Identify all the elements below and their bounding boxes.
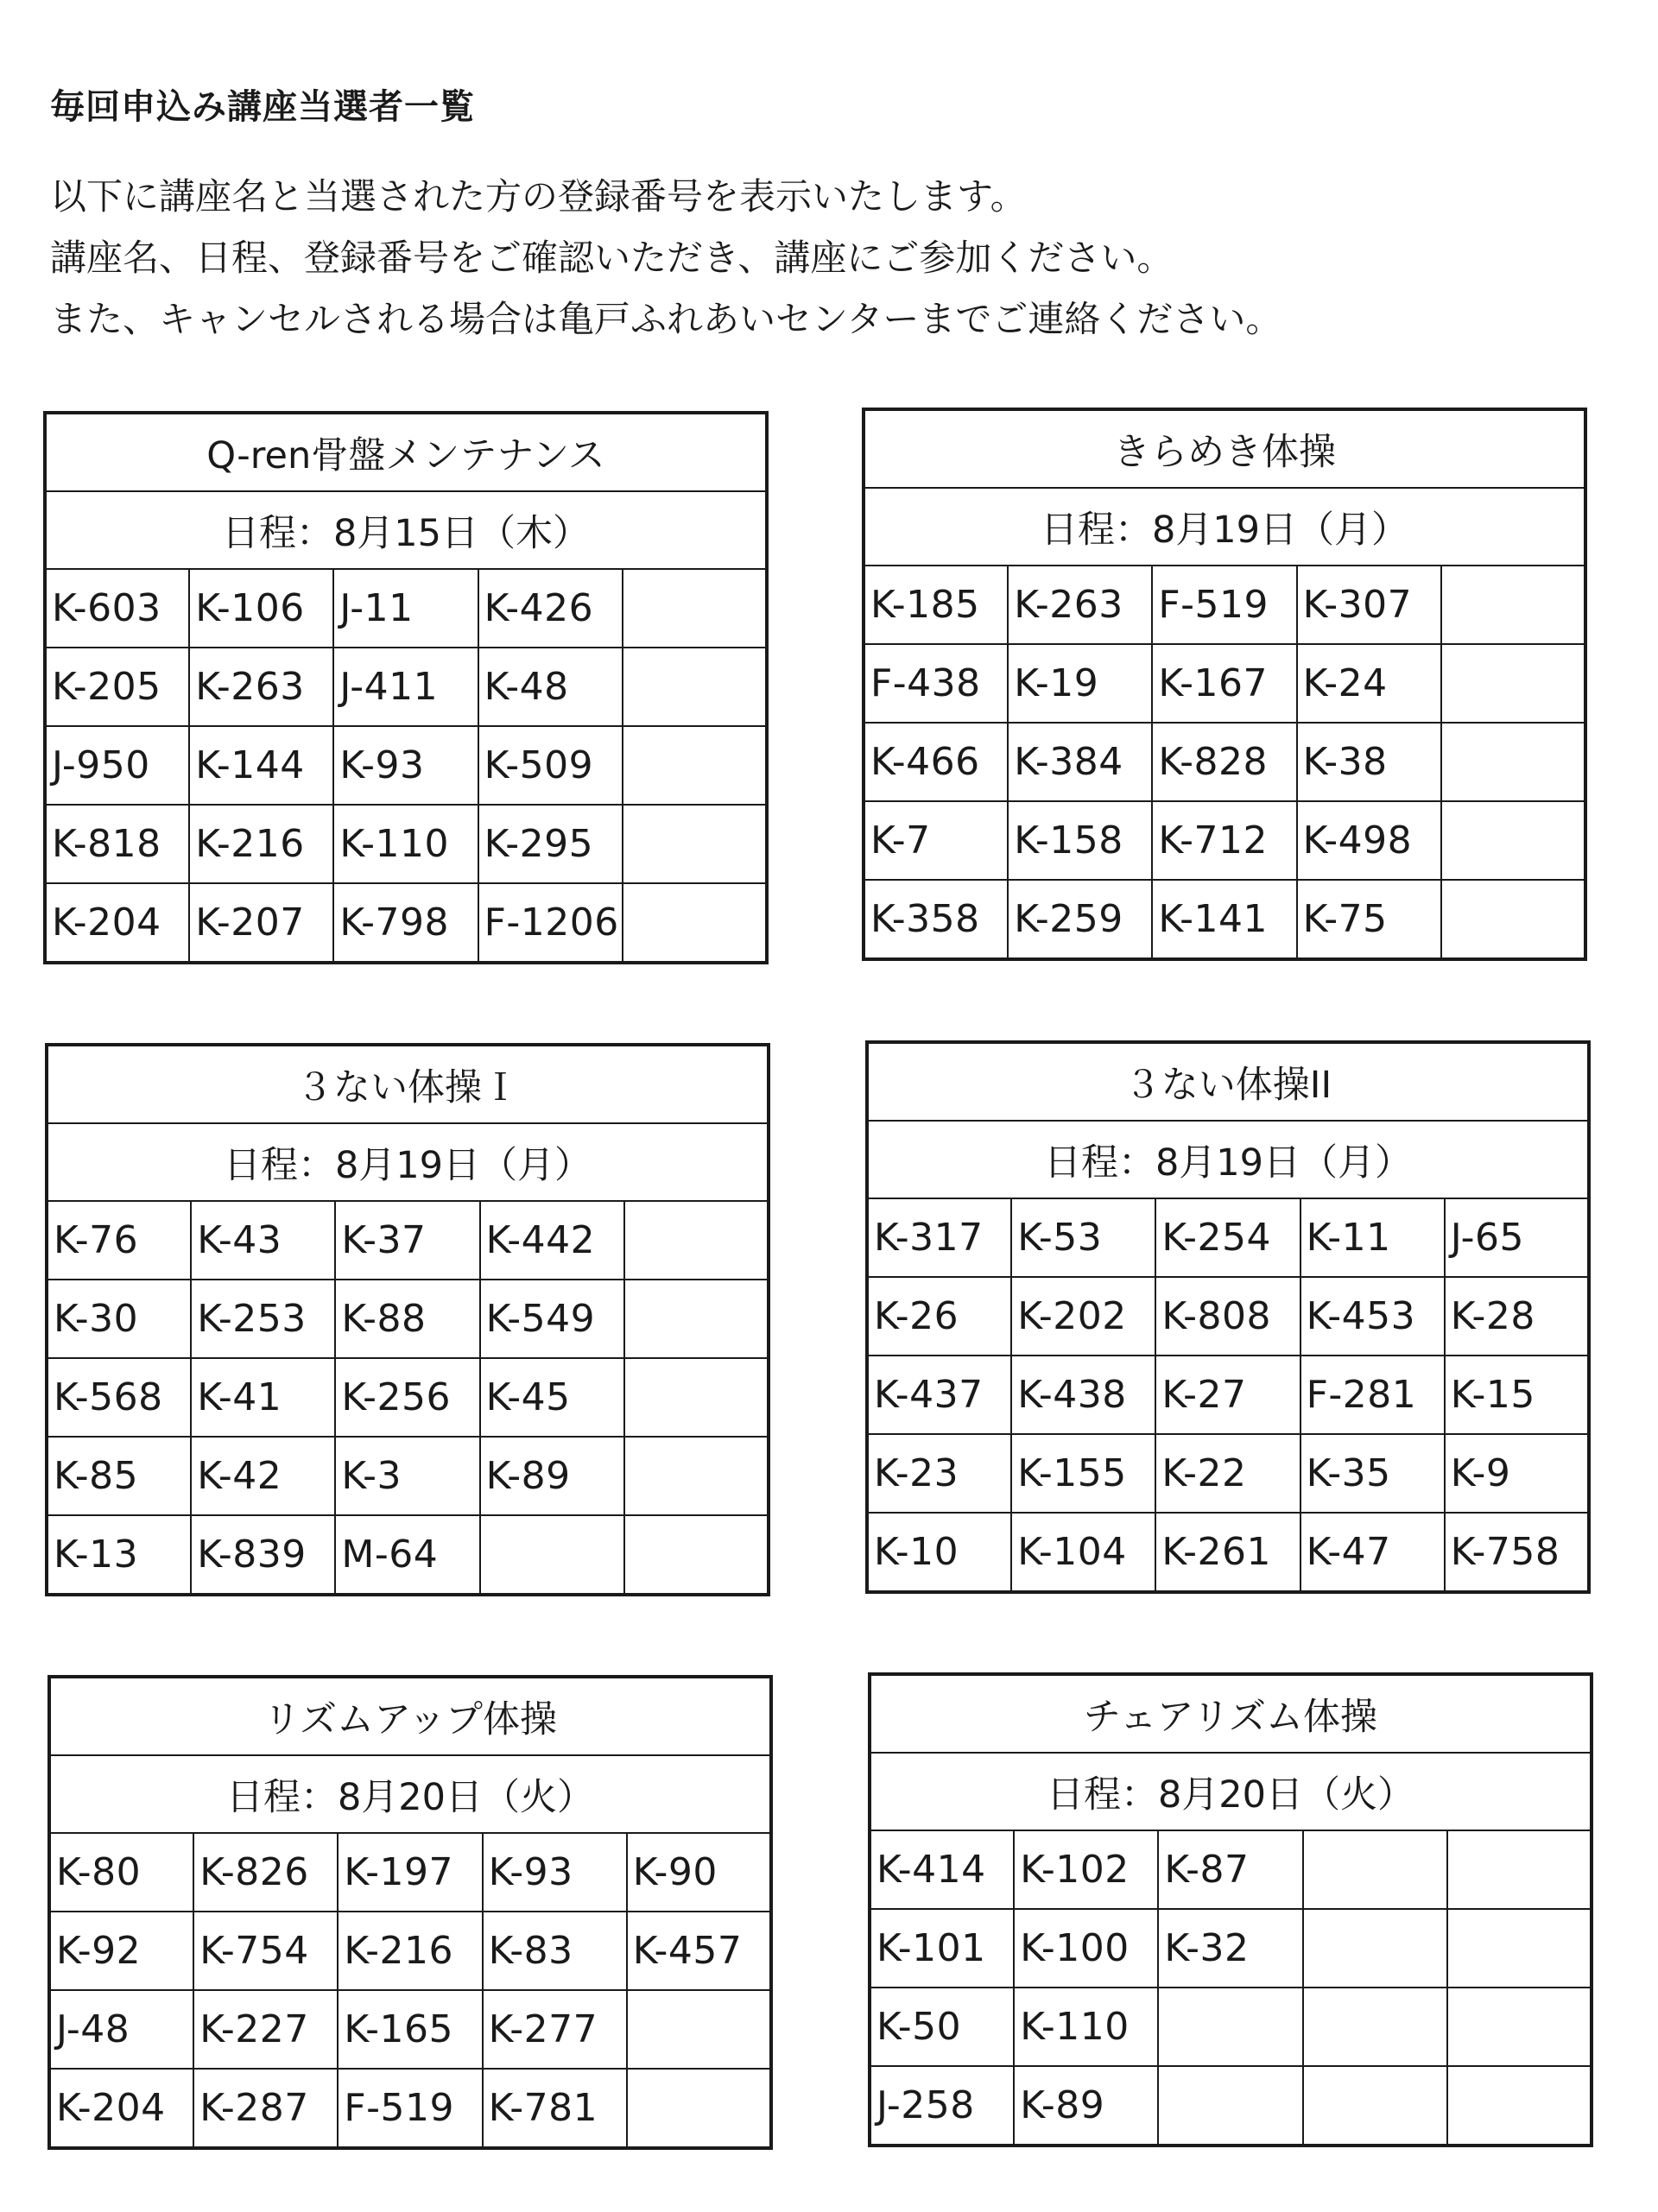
registration-number: F-519 [1152,566,1296,644]
registration-number: K-828 [1152,723,1296,801]
registration-number: K-93 [483,1833,627,1912]
intro-text [50,166,1281,350]
registration-number: K-27 [1155,1356,1300,1434]
course-title: ３ない体操Ｉ [47,1045,769,1123]
registration-number [1447,1988,1592,2066]
course-schedule: 日程：8月20日（火） [870,1753,1592,1830]
registration-number: K-45 [480,1358,624,1437]
registration-number: K-197 [338,1833,482,1912]
table-row [867,1356,1589,1434]
registration-number: K-498 [1297,801,1441,880]
registration-number: K-158 [1008,801,1152,880]
registration-number [1303,2066,1447,2146]
registration-number: K-37 [335,1201,479,1280]
registration-number: K-50 [870,1988,1014,2066]
registration-number: K-754 [193,1912,338,1990]
registration-number [1441,566,1585,644]
registration-number: K-798 [333,883,478,963]
registration-number: K-155 [1011,1434,1155,1513]
registration-number: K-295 [478,805,623,883]
course-schedule: 日程：8月15日（木） [45,491,767,569]
registration-number: K-712 [1152,801,1296,880]
table-row [864,723,1585,801]
registration-number: K-442 [480,1201,624,1280]
registration-number: K-426 [478,569,623,648]
table-row [45,726,767,805]
registration-number: K-47 [1300,1513,1445,1592]
registration-number: K-781 [483,2069,627,2148]
registration-number [624,1201,769,1280]
course-table [862,408,1587,961]
registration-number: K-205 [45,648,189,726]
registration-number [1303,1909,1447,1988]
course-schedule-row [864,488,1585,566]
registration-number [623,805,767,883]
registration-number: K-287 [193,2069,338,2148]
registration-number: K-110 [333,805,478,883]
table-row [45,883,767,963]
registration-number: K-549 [480,1280,624,1358]
registration-number: F-281 [1300,1356,1445,1434]
registration-number [627,1990,771,2069]
registration-number: K-207 [189,883,333,963]
registration-number: K-256 [335,1358,479,1437]
registration-number [1447,2066,1592,2146]
course-title: ３ない体操II [867,1042,1589,1121]
course-title: きらめき体操 [864,409,1585,488]
registration-number [627,2069,771,2148]
registration-number: J-950 [45,726,189,805]
registration-number: K-89 [1014,2066,1158,2146]
table-row [870,1909,1592,1988]
course-title: リズムアップ体操 [49,1677,771,1755]
table-row [870,2066,1592,2146]
registration-number: K-28 [1445,1277,1589,1356]
registration-number: K-437 [867,1356,1011,1434]
registration-number [624,1280,769,1358]
registration-number: J-258 [870,2066,1014,2146]
registration-number: K-10 [867,1513,1011,1592]
registration-number: K-568 [47,1358,191,1437]
registration-number: K-15 [1445,1356,1589,1434]
registration-number: K-141 [1152,880,1296,959]
registration-number: K-32 [1158,1909,1302,1988]
registration-number: K-88 [335,1280,479,1358]
registration-number [1447,1909,1592,1988]
registration-number: K-13 [47,1515,191,1595]
registration-number: F-438 [864,644,1008,723]
registration-number: K-216 [189,805,333,883]
registration-number: K-30 [47,1280,191,1358]
registration-number [623,648,767,726]
registration-number: K-102 [1014,1830,1158,1909]
registration-number: K-254 [1155,1198,1300,1277]
table-row [867,1198,1589,1277]
registration-number: K-104 [1011,1513,1155,1592]
registration-number: K-438 [1011,1356,1155,1434]
registration-number: K-53 [1011,1198,1155,1277]
registration-number: K-106 [189,569,333,648]
course-schedule: 日程：8月19日（月） [47,1123,769,1201]
course-schedule: 日程：8月19日（月） [867,1121,1589,1198]
registration-number: K-216 [338,1912,482,1990]
registration-number: K-259 [1008,880,1152,959]
registration-number: K-92 [49,1912,193,1990]
table-row [49,1990,771,2069]
course-schedule-row [45,491,767,569]
course-schedule-row [47,1123,769,1201]
table-row [864,566,1585,644]
table-row [867,1434,1589,1513]
registration-number [624,1358,769,1437]
registration-number: J-65 [1445,1198,1589,1277]
registration-number: F-519 [338,2069,482,2148]
registration-number: K-384 [1008,723,1152,801]
registration-number: K-41 [191,1358,335,1437]
course-title: Q-ren骨盤メンテナンス [45,413,767,491]
registration-number: K-453 [1300,1277,1445,1356]
registration-number: K-42 [191,1437,335,1515]
registration-number [623,726,767,805]
course-title-row [864,409,1585,488]
course-schedule-row [870,1753,1592,1830]
registration-number: K-185 [864,566,1008,644]
registration-number: K-144 [189,726,333,805]
table-row [45,648,767,726]
course-title: チェアリズム体操 [870,1674,1592,1753]
registration-number: K-23 [867,1434,1011,1513]
table-row [47,1437,769,1515]
registration-number: K-758 [1445,1513,1589,1592]
registration-number [1441,723,1585,801]
registration-number: K-165 [338,1990,482,2069]
registration-number: K-818 [45,805,189,883]
registration-number: K-263 [189,648,333,726]
registration-number: F-1206 [478,883,623,963]
registration-number: K-808 [1155,1277,1300,1356]
registration-number: K-85 [47,1437,191,1515]
registration-number [624,1437,769,1515]
registration-number: K-93 [333,726,478,805]
course-schedule: 日程：8月20日（火） [49,1755,771,1833]
course-title-row [49,1677,771,1755]
registration-number [624,1515,769,1595]
registration-number: K-80 [49,1833,193,1912]
course-title-row [870,1674,1592,1753]
registration-number: K-826 [193,1833,338,1912]
registration-number [1303,1830,1447,1909]
table-row [867,1277,1589,1356]
registration-number: K-87 [1158,1830,1302,1909]
registration-number: K-35 [1300,1434,1445,1513]
registration-number [1158,2066,1302,2146]
registration-number: K-603 [45,569,189,648]
table-row [870,1988,1592,2066]
registration-number: K-89 [480,1437,624,1515]
registration-number: K-509 [478,726,623,805]
course-schedule-row [867,1121,1589,1198]
registration-number: K-22 [1155,1434,1300,1513]
course-table [868,1672,1593,2147]
registration-number: K-839 [191,1515,335,1595]
table-row [864,880,1585,959]
registration-number: K-307 [1297,566,1441,644]
registration-number: K-43 [191,1201,335,1280]
registration-number [480,1515,624,1595]
registration-number: K-358 [864,880,1008,959]
registration-number: K-253 [191,1280,335,1358]
registration-number: J-11 [333,569,478,648]
registration-number: K-75 [1297,880,1441,959]
registration-number [1303,1988,1447,2066]
intro-line: また、キャンセルされる場合は亀戸ふれあいセンターまでご連絡ください。 [50,298,1282,340]
registration-number: K-414 [870,1830,1014,1909]
registration-number: K-457 [627,1912,771,1990]
registration-number: K-7 [864,801,1008,880]
table-row [49,2069,771,2148]
registration-number: J-48 [49,1990,193,2069]
registration-number: K-101 [870,1909,1014,1988]
registration-number: K-48 [478,648,623,726]
course-table [47,1675,773,2150]
registration-number: K-167 [1152,644,1296,723]
registration-number: K-317 [867,1198,1011,1277]
course-table [43,411,769,964]
registration-number: K-11 [1300,1198,1445,1277]
course-title-row [867,1042,1589,1121]
registration-number: K-76 [47,1201,191,1280]
registration-number: K-26 [867,1277,1011,1356]
registration-number: K-83 [483,1912,627,1990]
registration-number: K-3 [335,1437,479,1515]
registration-number: K-204 [49,2069,193,2148]
registration-number: K-9 [1445,1434,1589,1513]
course-title-row [47,1045,769,1123]
course-table [865,1040,1591,1594]
registration-number [1447,1830,1592,1909]
table-row [867,1513,1589,1592]
registration-number: K-38 [1297,723,1441,801]
registration-number [623,569,767,648]
registration-number: M-64 [335,1515,479,1595]
table-row [47,1515,769,1595]
registration-number: K-261 [1155,1513,1300,1592]
registration-number: K-110 [1014,1988,1158,2066]
course-title-row [45,413,767,491]
table-row [47,1358,769,1437]
registration-number: K-263 [1008,566,1152,644]
registration-number: K-227 [193,1990,338,2069]
table-row [49,1833,771,1912]
registration-number: K-204 [45,883,189,963]
registration-number: K-24 [1297,644,1441,723]
table-row [47,1201,769,1280]
page-title: 毎回申込み講座当選者一覧 [50,87,475,127]
registration-number: K-90 [627,1833,771,1912]
registration-number: K-100 [1014,1909,1158,1988]
registration-number [1441,644,1585,723]
registration-number [1441,801,1585,880]
registration-number: J-411 [333,648,478,726]
table-row [864,644,1585,723]
course-schedule: 日程：8月19日（月） [864,488,1585,566]
table-row [47,1280,769,1358]
registration-number [1441,880,1585,959]
registration-number: K-19 [1008,644,1152,723]
table-row [870,1830,1592,1909]
table-row [45,569,767,648]
table-row [49,1912,771,1990]
course-table [45,1043,770,1596]
course-schedule-row [49,1755,771,1833]
registration-number: K-277 [483,1990,627,2069]
registration-number: K-466 [864,723,1008,801]
table-row [864,801,1585,880]
table-row [45,805,767,883]
intro-line: 以下に講座名と当選された方の登録番号を表示いたします。 [50,175,1027,218]
registration-number [623,883,767,963]
intro-line: 講座名、日程、登録番号をご確認いただき、講座にご参加ください。 [50,237,1174,279]
registration-number [1158,1988,1302,2066]
registration-number: K-202 [1011,1277,1155,1356]
